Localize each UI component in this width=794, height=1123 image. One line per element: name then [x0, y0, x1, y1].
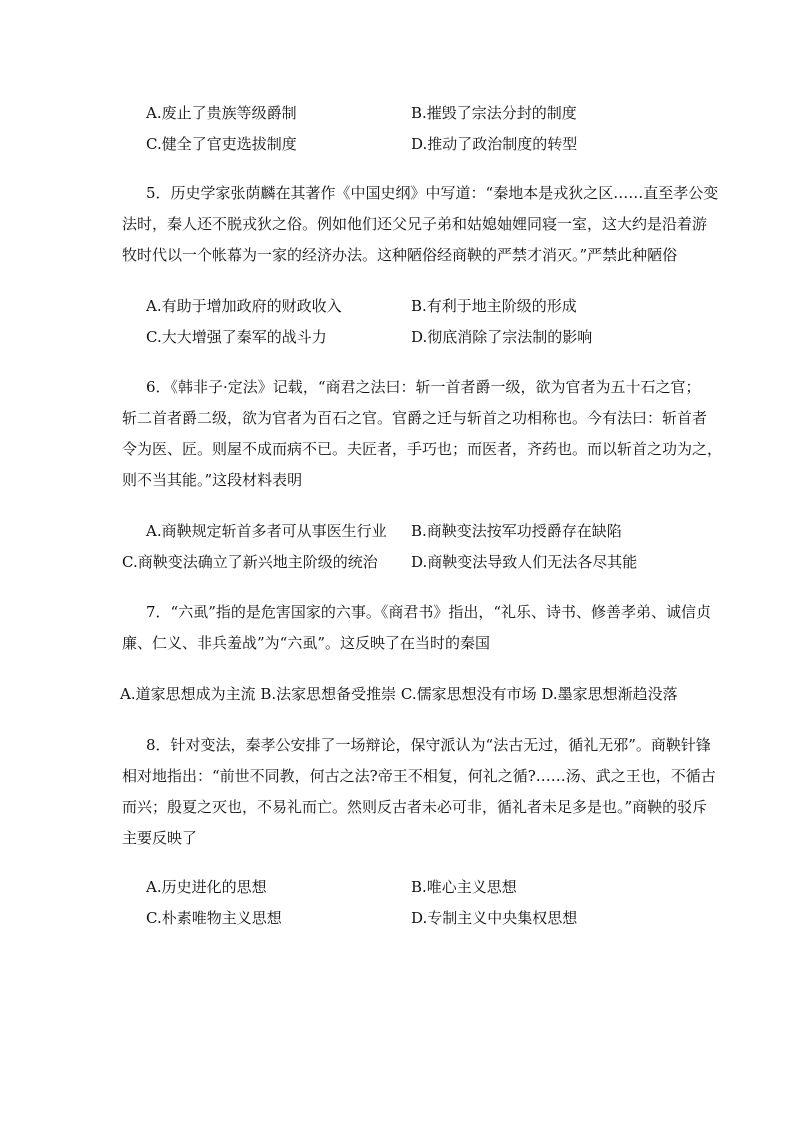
q6-option-b: B.商鞅变法按军功授爵存在缺陷 — [411, 522, 622, 540]
q8-option-c: C.朴素唯物主义思想 — [146, 909, 282, 927]
q6-stem-line-1: 6．《韩非子·定法》记载，“商君之法曰：斩一首者爵一级，欲为官者为五十石之官； — [146, 378, 701, 396]
q6-stem-line-4: 则不当其能。”这段材料表明 — [122, 471, 303, 489]
q5-option-d: D.彻底消除了宗法制的影响 — [411, 328, 593, 346]
q8-stem-line-3: 而兴；殷夏之灭也，不易礼而亡。然则反古者未必可非，循礼者未足多是也。”商鞅的驳斥 — [122, 798, 708, 816]
q4-option-c: C.健全了官吏选拔制度 — [146, 135, 297, 153]
q5-stem-line-1: 5．历史学家张荫麟在其著作《中国史纲》中写道：“秦地本是戎狄之区……直至孝公变 — [146, 184, 719, 202]
q8-option-a: A.历史进化的思想 — [146, 878, 267, 896]
q6-option-d: D.商鞅变法导致人们无法各尽其能 — [411, 553, 638, 571]
q6-stem-line-3: 令为医、匠。则屋不成而病不已。夫匠者，手巧也；而医者，齐药也。而以斩首之功为之， — [122, 440, 723, 458]
q4-option-b: B.摧毁了宗法分封的制度 — [411, 104, 577, 122]
q8-option-b: B.唯心主义思想 — [411, 878, 517, 896]
q4-option-a: A.废止了贵族等级爵制 — [146, 104, 297, 122]
q7-options: A.道家思想成为主流 B.法家思想备受推崇 C.儒家思想没有市场 D.墨家思想渐趋没落 — [120, 685, 678, 703]
q6-stem-line-2: 斩二首者爵二级，欲为官者为百石之官。官爵之迁与斩首之功相称也。今有法曰：斩首者 — [122, 409, 708, 427]
q7-stem-line-1: 7．“六虱”指的是危害国家的六事。《商君书》指出，“礼乐、诗书、修善孝弟、诚信贞 — [146, 603, 712, 621]
q5-option-c: C.大大增强了秦军的战斗力 — [146, 328, 327, 346]
q4-option-d: D.推动了政治制度的转型 — [411, 135, 578, 153]
q5-option-b: B.有利于地主阶级的形成 — [411, 297, 577, 315]
q8-stem-line-2: 相对地指出：“前世不同教，何古之法?帝王不相复，何礼之循?……汤、武之王也，不循古 — [122, 767, 716, 785]
q8-option-d: D.专制主义中央集权思想 — [411, 909, 578, 927]
q5-option-a: A.有助于增加政府的财政收入 — [146, 297, 342, 315]
q6-option-a: A.商鞅规定斩首多者可从事医生行业 — [146, 522, 387, 540]
q5-stem-line-3: 牧时代以一个帐幕为一家的经济办法。这种陋俗经商鞅的严禁才消灭。”严禁此种陋俗 — [122, 246, 678, 264]
q6-option-c: C.商鞅变法确立了新兴地主阶级的统治 — [122, 553, 378, 571]
q5-stem-line-2: 法时，秦人还不脱戎狄之俗。例如他们还父兄子弟和姑媳妯娌同寝一室，这大约是沿着游 — [122, 215, 708, 233]
q8-stem-line-4: 主要反映了 — [122, 829, 198, 847]
q7-stem-line-2: 廉、仁义、非兵羞战”为“六虱”。这反映了在当时的秦国 — [122, 634, 491, 652]
q8-stem-line-1: 8．针对变法，秦孝公安排了一场辩论，保守派认为“法古无过，循礼无邪”。商鞅针锋 — [146, 736, 711, 754]
